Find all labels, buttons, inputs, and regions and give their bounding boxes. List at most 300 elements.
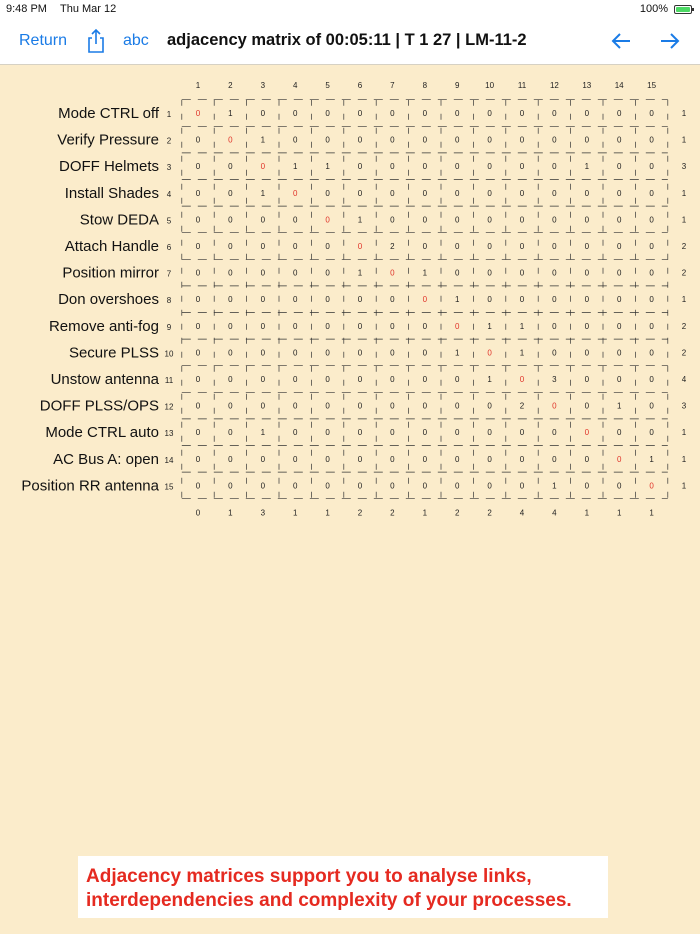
matrix-grid: [0, 64, 700, 544]
matrix-cell: 0: [422, 401, 428, 411]
matrix-cell: 0: [292, 375, 298, 384]
column-sum: 3: [260, 508, 266, 518]
share-icon[interactable]: [85, 28, 107, 54]
row-label: Verify Pressure: [57, 131, 159, 149]
matrix-cell: 0: [325, 135, 330, 145]
matrix-cell: 0: [195, 454, 201, 464]
matrix-cell: 0: [357, 135, 363, 145]
row-label: Don overshoes: [58, 291, 159, 309]
matrix-cell: 0: [260, 481, 266, 491]
matrix-cell: 0: [292, 481, 298, 491]
matrix-cell: 0: [325, 428, 330, 438]
matrix-cell: 0: [228, 401, 233, 411]
matrix-cell: 0: [519, 188, 525, 198]
row-sum: 3: [681, 401, 687, 411]
matrix-cell: 0: [454, 215, 460, 225]
matrix-cell: 0: [390, 375, 395, 384]
matrix-cell: 0: [390, 454, 395, 464]
matrix-cell: 0: [519, 242, 525, 251]
matrix-cell: 0: [649, 215, 654, 225]
matrix-cell: 0: [390, 215, 395, 225]
matrix-cell: 0: [357, 348, 363, 358]
matrix-cell: 0: [325, 375, 330, 384]
matrix-cell: 0: [422, 428, 428, 438]
matrix-cell: 0: [584, 321, 590, 331]
matrix-cell: 2: [519, 401, 525, 411]
matrix-cell: 0: [519, 162, 525, 172]
row-number: 4: [166, 189, 172, 199]
matrix-cell: 0: [195, 215, 201, 225]
matrix-cell: 0: [584, 109, 590, 118]
matrix-cell: 0: [454, 321, 460, 331]
return-button[interactable]: Return: [19, 32, 68, 49]
matrix-cell: 0: [228, 135, 233, 145]
matrix-cell: 0: [357, 428, 363, 438]
matrix-cell: 0: [422, 135, 428, 145]
matrix-cell: 0: [422, 321, 428, 331]
matrix-cell: 0: [487, 242, 492, 251]
matrix-cell: 0: [584, 375, 590, 384]
matrix-cell: 0: [649, 162, 654, 172]
matrix-cell: 0: [487, 295, 492, 305]
matrix-cell: 0: [487, 348, 492, 358]
matrix-cell: 0: [195, 321, 201, 331]
matrix-cell: 0: [422, 188, 428, 198]
matrix-cell: 0: [228, 162, 233, 172]
matrix-cell: 0: [325, 454, 330, 464]
column-sum: 4: [519, 508, 525, 518]
matrix-cell: 0: [260, 295, 266, 305]
matrix-cell: 0: [228, 215, 233, 225]
matrix-cell: 0: [357, 375, 363, 384]
row-label: Install Shades: [64, 184, 159, 202]
matrix-cell: 0: [487, 188, 492, 198]
column-sum: 1: [649, 508, 654, 518]
matrix-cell: 0: [584, 242, 590, 251]
arrow-right-icon[interactable]: [658, 29, 682, 53]
column-sum: 1: [616, 508, 622, 518]
matrix-cell: 0: [357, 162, 363, 172]
matrix-cell: 0: [390, 321, 395, 331]
matrix-cell: 0: [292, 348, 298, 358]
matrix-cell: 1: [422, 268, 428, 278]
matrix-cell: 0: [552, 295, 557, 305]
matrix-cell: 0: [616, 375, 622, 384]
abc-button[interactable]: abc: [123, 32, 149, 49]
matrix-cell: 0: [649, 321, 654, 331]
row-number: 14: [164, 455, 174, 465]
row-number: 2: [166, 136, 172, 146]
matrix-cell: 0: [552, 135, 557, 145]
row-label: Position mirror: [62, 264, 159, 282]
matrix-cell: 0: [228, 268, 233, 278]
row-label: Stow DEDA: [79, 211, 159, 229]
column-sum: 1: [584, 508, 590, 518]
row-number: 8: [166, 296, 172, 306]
status-date: Thu Mar 12: [60, 3, 117, 15]
matrix-cell: 0: [422, 109, 428, 118]
matrix-cell: 0: [487, 454, 492, 464]
matrix-cell: 0: [228, 375, 233, 384]
column-number: 4: [292, 81, 298, 90]
matrix-cell: 0: [195, 109, 201, 118]
matrix-cell: 0: [519, 109, 525, 118]
matrix-cell: 0: [584, 188, 590, 198]
row-number: 5: [166, 216, 172, 226]
matrix-cell: 0: [552, 268, 557, 278]
matrix-cell: 3: [552, 375, 557, 384]
matrix-cell: 0: [260, 268, 266, 278]
matrix-cell: 1: [454, 348, 460, 358]
matrix-cell: 0: [616, 481, 622, 491]
matrix-cell: 0: [292, 454, 298, 464]
matrix-cell: 0: [584, 401, 590, 411]
matrix-cell: 0: [325, 348, 330, 358]
matrix-cell: 0: [325, 109, 330, 118]
matrix-cell: 0: [487, 268, 492, 278]
matrix-cell: 0: [649, 428, 654, 438]
column-sum: 2: [487, 508, 492, 518]
matrix-cell: 0: [454, 135, 460, 145]
row-label: DOFF PLSS/OPS: [39, 397, 159, 415]
matrix-cell: 0: [260, 401, 266, 411]
matrix-cell: 0: [228, 242, 233, 251]
matrix-cell: 0: [260, 348, 266, 358]
matrix-cell: 0: [390, 162, 395, 172]
column-number: 1: [195, 81, 201, 90]
matrix-cell: 0: [390, 348, 395, 358]
row-sum: 1: [681, 428, 687, 438]
column-sum: 2: [390, 508, 395, 518]
column-number: 9: [454, 81, 460, 90]
matrix-cell: 0: [195, 348, 201, 358]
matrix-cell: 0: [292, 242, 298, 251]
matrix-cell: 0: [552, 162, 557, 172]
column-number: 6: [357, 81, 363, 90]
arrow-left-icon[interactable]: [609, 29, 633, 53]
matrix-cell: 0: [390, 428, 395, 438]
matrix-cell: 0: [390, 268, 395, 278]
column-number: 3: [260, 81, 266, 90]
matrix-cell: 0: [454, 481, 460, 491]
matrix-cell: 0: [649, 109, 654, 118]
matrix-cell: 0: [487, 109, 492, 118]
row-number: 11: [164, 376, 174, 385]
matrix-cell: 0: [228, 188, 233, 198]
matrix-cell: 0: [325, 215, 330, 225]
matrix-cell: 0: [616, 295, 622, 305]
matrix-cell: 0: [195, 401, 201, 411]
matrix-cell: 0: [390, 295, 395, 305]
matrix-cell: 0: [552, 215, 557, 225]
matrix-cell: 0: [195, 428, 201, 438]
row-sum: 2: [681, 348, 687, 358]
matrix-cell: 1: [487, 321, 492, 331]
matrix-cell: 0: [454, 162, 460, 172]
matrix-cell: 0: [390, 135, 395, 145]
column-sum: 0: [195, 508, 201, 518]
column-number: 12: [549, 81, 559, 90]
matrix-cell: 0: [552, 109, 557, 118]
column-number: 13: [582, 81, 592, 90]
column-number: 14: [614, 81, 624, 90]
adjacency-matrix: [0, 64, 700, 544]
matrix-cell: 0: [584, 268, 590, 278]
matrix-cell: 0: [195, 162, 201, 172]
column-sum: 1: [325, 508, 330, 518]
column-sum: 2: [454, 508, 460, 518]
matrix-cell: 0: [454, 242, 460, 251]
matrix-cell: 0: [552, 242, 557, 251]
column-sum: 1: [228, 508, 233, 518]
matrix-cell: 0: [228, 428, 233, 438]
matrix-cell: 0: [260, 109, 266, 118]
matrix-cell: 0: [325, 481, 330, 491]
matrix-cell: 0: [552, 348, 557, 358]
matrix-cell: 0: [422, 481, 428, 491]
matrix-cell: 0: [649, 348, 654, 358]
matrix-cell: 0: [422, 215, 428, 225]
matrix-cell: 0: [325, 188, 330, 198]
matrix-cell: 0: [390, 401, 395, 411]
matrix-cell: 0: [454, 428, 460, 438]
matrix-cell: 0: [390, 481, 395, 491]
matrix-cell: 0: [422, 242, 428, 251]
matrix-cell: 0: [260, 375, 266, 384]
matrix-cell: 0: [422, 162, 428, 172]
matrix-cell: 0: [616, 135, 622, 145]
matrix-cell: 0: [454, 188, 460, 198]
matrix-cell: 0: [584, 481, 590, 491]
matrix-cell: 0: [422, 348, 428, 358]
matrix-cell: 0: [325, 242, 330, 251]
row-sum: 1: [681, 295, 687, 305]
row-label: Attach Handle: [64, 238, 159, 255]
matrix-cell: 0: [519, 268, 525, 278]
matrix-cell: 0: [519, 215, 525, 225]
matrix-cell: 0: [292, 321, 298, 331]
matrix-cell: 1: [292, 162, 298, 172]
matrix-cell: 0: [487, 481, 492, 491]
matrix-cell: 0: [552, 454, 557, 464]
row-label: Remove anti-fog: [48, 317, 159, 335]
matrix-cell: 1: [228, 109, 233, 118]
row-sum: 2: [681, 268, 687, 278]
matrix-cell: 1: [357, 268, 363, 278]
column-sum: 4: [552, 508, 557, 518]
matrix-cell: 2: [390, 242, 395, 251]
matrix-cell: 0: [519, 135, 525, 145]
matrix-cell: 0: [260, 215, 266, 225]
battery-percentage: 100%: [639, 3, 668, 15]
matrix-cell: 0: [649, 295, 654, 305]
matrix-cell: 0: [195, 268, 201, 278]
matrix-cell: 0: [422, 295, 428, 305]
matrix-cell: 0: [292, 215, 298, 225]
matrix-cell: 0: [195, 188, 201, 198]
matrix-cell: 0: [195, 135, 201, 145]
matrix-cell: 1: [260, 428, 266, 438]
row-sum: 1: [681, 135, 687, 145]
status-bar: [0, 0, 700, 20]
matrix-cell: 0: [292, 188, 298, 198]
row-label: AC Bus A: open: [53, 450, 159, 468]
matrix-cell: 0: [390, 188, 395, 198]
matrix-cell: 1: [552, 481, 557, 491]
matrix-cell: 0: [487, 401, 492, 411]
matrix-cell: 1: [519, 348, 525, 358]
row-label: Unstow antenna: [50, 371, 159, 388]
matrix-cell: 0: [454, 401, 460, 411]
matrix-cell: 0: [325, 321, 330, 331]
matrix-cell: 0: [649, 188, 654, 198]
matrix-cell: 0: [649, 481, 654, 491]
row-label: Mode CTRL auto: [45, 424, 159, 442]
matrix-cell: 0: [616, 188, 622, 198]
matrix-cell: 0: [616, 348, 622, 358]
matrix-cell: 0: [390, 109, 395, 118]
row-label: DOFF Helmets: [58, 158, 159, 176]
column-number: 7: [390, 81, 395, 90]
row-sum: 4: [681, 375, 687, 384]
matrix-cell: 0: [552, 321, 557, 331]
row-number: 12: [164, 402, 174, 412]
matrix-cell: 0: [487, 215, 492, 225]
matrix-cell: 0: [454, 454, 460, 464]
matrix-cell: 0: [584, 454, 590, 464]
matrix-cell: 1: [260, 188, 266, 198]
matrix-cell: 0: [616, 109, 622, 118]
matrix-cell: 0: [325, 401, 330, 411]
column-number: 5: [325, 81, 330, 90]
row-sum: 2: [681, 242, 687, 251]
column-sum: 1: [292, 508, 298, 518]
matrix-cell: 1: [260, 135, 266, 145]
matrix-cell: 0: [649, 242, 654, 251]
nav-bar: [0, 20, 700, 65]
matrix-cell: 1: [616, 401, 622, 411]
promo-banner: Adjacency matrices support you to analyse links, interdependencies and complexity of your processes.: [78, 856, 608, 918]
row-sum: 1: [681, 215, 687, 225]
matrix-cell: 0: [195, 242, 201, 251]
matrix-cell: 0: [325, 268, 330, 278]
matrix-cell: 0: [422, 375, 428, 384]
matrix-cell: 0: [260, 242, 266, 251]
matrix-cell: 0: [519, 375, 525, 384]
matrix-cell: 0: [292, 109, 298, 118]
matrix-cell: 0: [616, 321, 622, 331]
row-number: 9: [166, 322, 172, 332]
matrix-cell: 0: [195, 481, 201, 491]
matrix-cell: 0: [228, 454, 233, 464]
matrix-cell: 0: [260, 321, 266, 331]
row-label: Secure PLSS: [68, 344, 159, 362]
matrix-cell: 0: [616, 268, 622, 278]
row-sum: 1: [681, 109, 687, 118]
matrix-cell: 0: [616, 215, 622, 225]
matrix-cell: 0: [584, 295, 590, 305]
row-number: 3: [166, 163, 172, 173]
matrix-cell: 1: [454, 295, 460, 305]
matrix-cell: 0: [422, 454, 428, 464]
column-number: 2: [228, 81, 233, 90]
matrix-cell: 0: [487, 135, 492, 145]
matrix-cell: 0: [228, 481, 233, 491]
row-number: 13: [164, 429, 174, 439]
matrix-cell: 0: [195, 295, 201, 305]
matrix-cell: 0: [616, 242, 622, 251]
row-sum: 1: [681, 188, 687, 198]
matrix-cell: 1: [519, 321, 525, 331]
matrix-cell: 1: [325, 162, 330, 172]
row-number: 15: [164, 482, 174, 492]
row-number: 6: [166, 243, 172, 252]
column-number: 11: [517, 81, 527, 90]
matrix-cell: 0: [292, 135, 298, 145]
matrix-cell: 0: [292, 268, 298, 278]
matrix-cell: 0: [260, 162, 266, 172]
matrix-cell: 1: [584, 162, 590, 172]
matrix-cell: 0: [357, 188, 363, 198]
matrix-cell: 0: [616, 428, 622, 438]
matrix-cell: 0: [357, 401, 363, 411]
matrix-cell: 0: [487, 162, 492, 172]
matrix-cell: 0: [519, 428, 525, 438]
matrix-cell: 0: [228, 295, 233, 305]
row-sum: 2: [681, 321, 687, 331]
matrix-cell: 1: [649, 454, 654, 464]
matrix-cell: 0: [357, 109, 363, 118]
matrix-cell: 0: [487, 428, 492, 438]
matrix-cell: 0: [584, 135, 590, 145]
column-sum: 2: [357, 508, 363, 518]
row-label: Mode CTRL off: [58, 105, 159, 122]
matrix-cell: 0: [195, 375, 201, 384]
matrix-cell: 0: [552, 401, 557, 411]
row-label: Position RR antenna: [21, 477, 159, 495]
matrix-cell: 0: [357, 454, 363, 464]
matrix-cell: 0: [260, 454, 266, 464]
matrix-cell: 0: [228, 321, 233, 331]
matrix-cell: 0: [519, 454, 525, 464]
matrix-cell: 0: [454, 268, 460, 278]
matrix-cell: 0: [228, 348, 233, 358]
column-number: 10: [485, 81, 495, 90]
matrix-cell: 0: [584, 428, 590, 438]
matrix-cell: 0: [519, 481, 525, 491]
matrix-cell: 0: [292, 401, 298, 411]
column-sum: 1: [422, 508, 428, 518]
matrix-cell: 1: [487, 375, 492, 384]
row-number: 1: [166, 110, 172, 119]
matrix-cell: 0: [454, 109, 460, 118]
matrix-cell: 0: [649, 268, 654, 278]
matrix-cell: 0: [357, 295, 363, 305]
matrix-cell: 0: [292, 428, 298, 438]
row-sum: 1: [681, 481, 687, 491]
matrix-cell: 0: [552, 428, 557, 438]
matrix-cell: 0: [325, 295, 330, 305]
matrix-cell: 0: [584, 348, 590, 358]
matrix-cell: 0: [357, 321, 363, 331]
matrix-cell: 0: [519, 295, 525, 305]
matrix-cell: 0: [357, 242, 363, 251]
matrix-cell: 0: [292, 295, 298, 305]
matrix-cell: 0: [357, 481, 363, 491]
matrix-cell: 0: [616, 162, 622, 172]
matrix-cell: 0: [649, 375, 654, 384]
matrix-cell: 1: [357, 215, 363, 225]
